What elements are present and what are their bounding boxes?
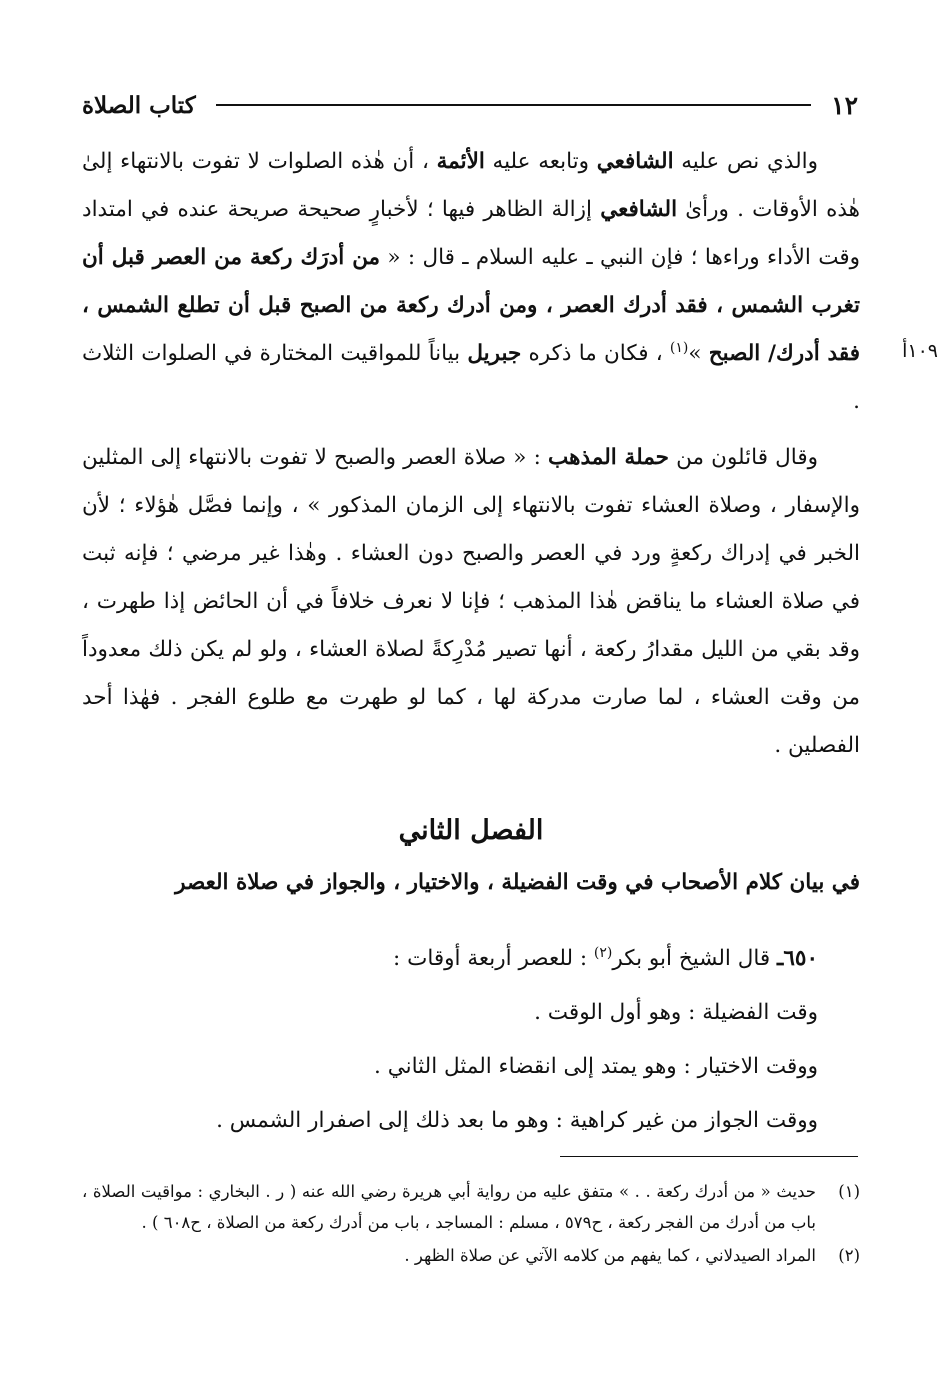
running-header [82,88,858,122]
bold-term: حملة المذهب [548,445,669,470]
main-text [82,138,860,770]
bold-name: الشافعي [596,149,674,174]
section-line-4: ووقت الجواز من غير كراهية : وهو ما بعد ذلك إلى اصفرار الشمس . [216,1108,818,1133]
page-number: ١٢ [831,90,858,120]
section-text [82,932,860,1148]
text-run: والذي نص عليه [673,149,819,174]
footnotes [82,1176,860,1273]
bold-name: جبريل [467,341,522,366]
footnote-text: حديث « من أدرك ركعة . . » متفق عليه من رواية أبي هريرة رضي الله عنه ( ر . البخاري : مواقيت الصلاة ، باب من أدرك من الفجر ركعة ، ح٥٧٩ ، مسلم : المساجد ، باب من أدرك ركعة من الصلاة ، ح٦٠٨ ) . [82,1182,816,1232]
footnote-ref-2[interactable]: (٢) [593,944,613,961]
text-run: » [688,341,709,366]
section-line-2: وقت الفضيلة : وهو أول الوقت . [534,1000,818,1025]
hadith-quote: من أدرَك ركعة من العصر قبل أن تغرب الشمس ، فقد أدرك العصر ، ومن أدرك ركعة من الصبح قبل أن تطلع الشمس ، فقد أدرك/ الصبح [82,245,860,366]
paragraph-2 [82,434,860,770]
text-run: وقال قائلون من [668,445,818,470]
footnote-number: (٢) [838,1246,860,1265]
section-line-1 [82,932,860,986]
text-run: : للعصر أربعة أوقات : [393,946,594,971]
chapter-title: الفصل الثاني [398,815,544,846]
text-run: بياناً للمواقيت المختارة في الصلوات الثلاث . [82,341,860,414]
footnote-divider [560,1156,858,1157]
footnote-1 [82,1176,860,1238]
footnote-ref-1[interactable]: (١) [669,339,689,356]
footnote-2 [82,1240,860,1271]
text-run: ، أن هٰذه الصلوات لا تفوت بالانتهاء إلىٰ هٰذه الأوقات . ورأىٰ [82,149,861,222]
bold-name: الشافعي [600,197,678,222]
header-rule [216,104,811,106]
bold-term: الأئمة [436,149,485,174]
text-run: إزالة الظاهر فيها ؛ لأخبارٍ صحيحة صريحة عنده في امتداد وقت الأداء وراءها ؛ فإن النبي ـ عليه السلام ـ قال : « [82,197,860,270]
section-number: ٦٥٠ـ [777,946,818,971]
footnote-number: (١) [838,1182,860,1201]
book-title: كتاب الصلاة [82,91,196,119]
footnote-text: المراد الصيدلاني ، كما يفهم من كلامه الآتي عن صلاة الظهر . [404,1246,816,1265]
text-run: وتابعه عليه [484,149,597,174]
section-line-3: ووقت الاختيار : وهو يمتد إلى انقضاء المثل الثاني . [374,1054,818,1079]
text-run: قال الشيخ أبو بكر [612,946,778,971]
text-run: : « صلاة العصر والصبح لا تفوت بالانتهاء إلى المثلين والإسفار ، وصلاة العشاء تفوت بالانتهاء إلى الزمان المذكور » ، وإنما فصَّل هٰؤلاء ؛ لأن الخبر في إدراك ركعةٍ ورد في العصر والصبح دون العشاء . وهٰذا غير مرضي ؛ فإنه ثبت في صلاة العشاء ما يناقض هٰذا المذهب ؛ فإنا لا نعرف خلافاً في أن الحائض إذا طهرت ، وقد بقي من الليل مقدارُ ركعة ، أنها تصير مُدْرِكةً لصلاة العشاء ، ولو لم يكن ذلك معدوداً من وقت العشاء ، لما صارت مدركة لها ، كما لو طهرت مع طلوع الفجر . فهٰذا أحد الفصلين . [82,445,860,758]
chapter-subtitle: في بيان كلام الأصحاب في وقت الفضيلة ، والاختيار ، والجواز في صلاة العصر [175,870,860,895]
paragraph-1 [82,138,860,426]
text-run: ، فكان ما ذكره [521,341,670,366]
margin-folio-note: ١٠٩أ [902,340,938,362]
